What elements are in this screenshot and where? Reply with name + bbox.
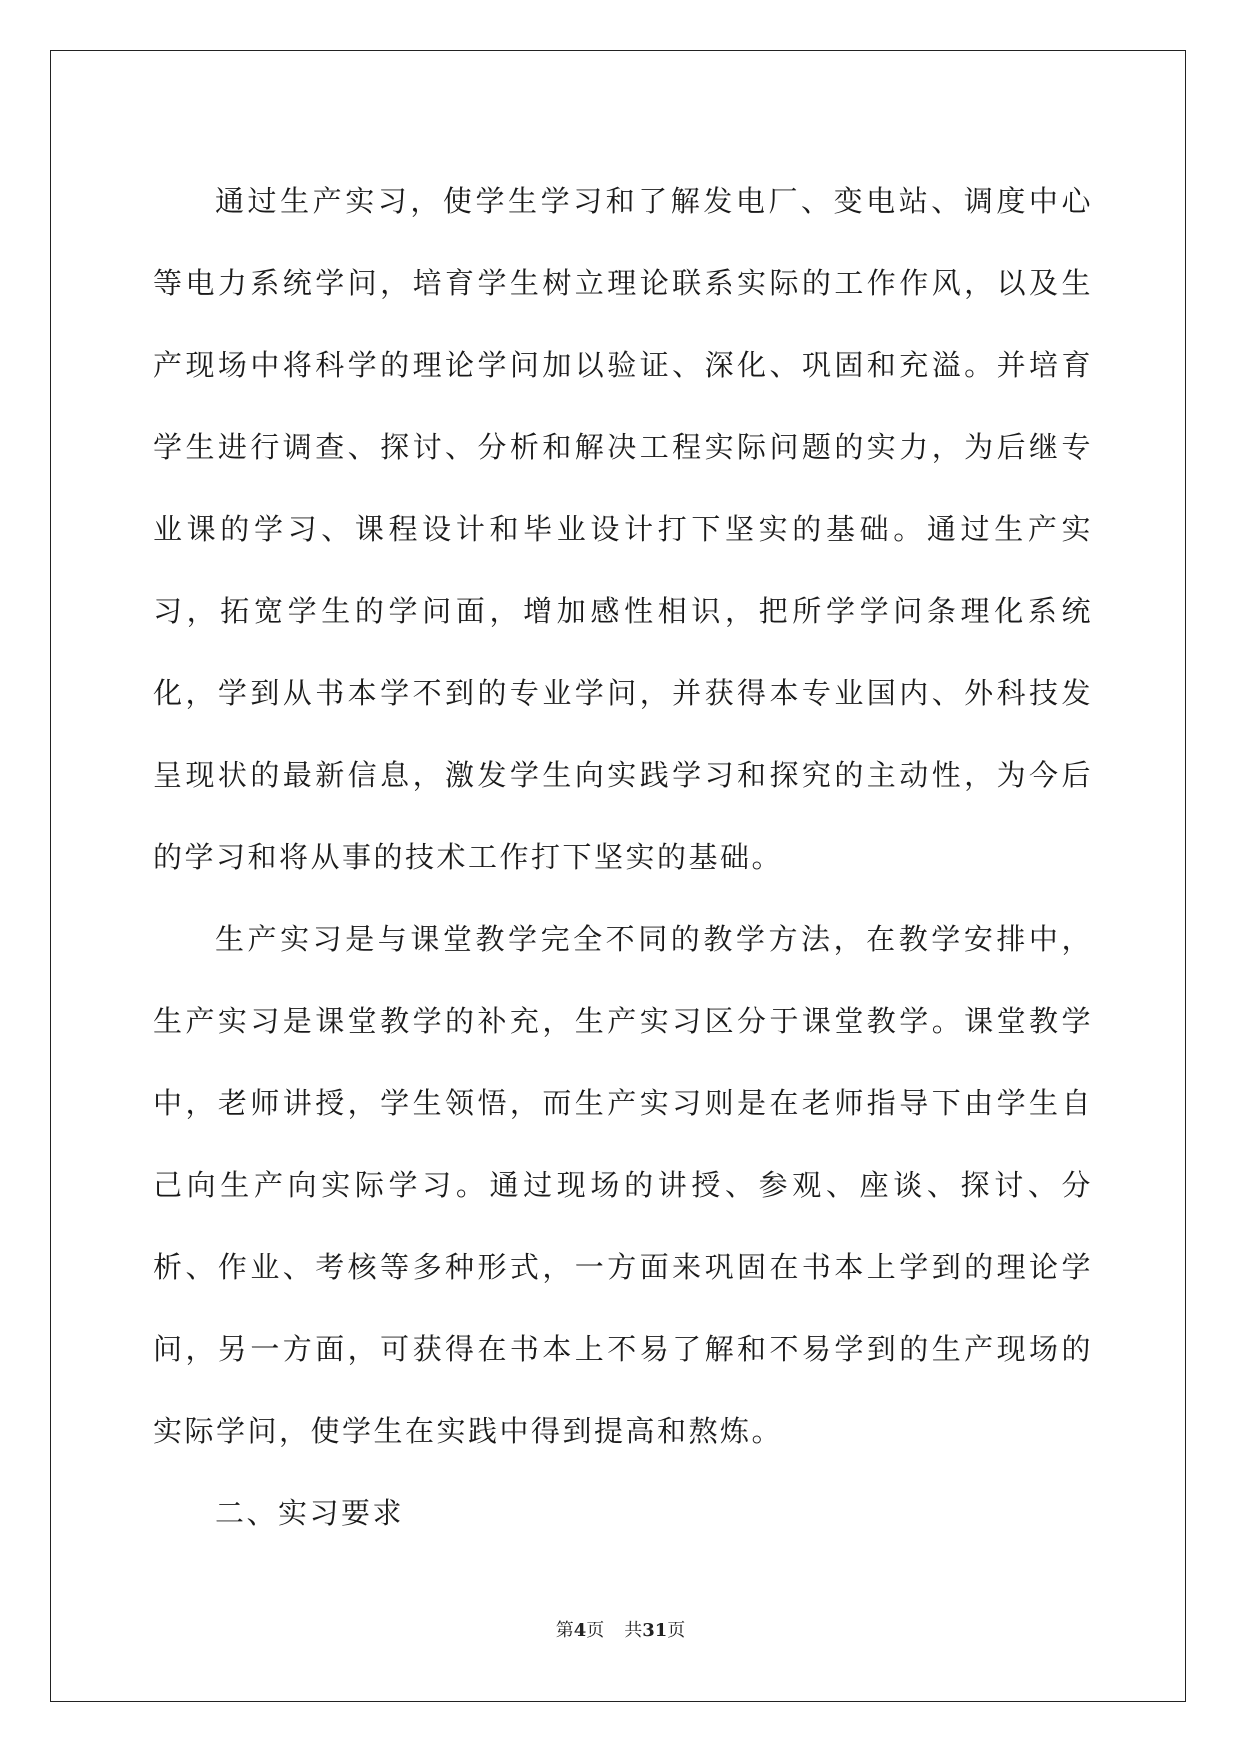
- document-body: [153, 160, 1093, 1554]
- footer-total-suffix: 页: [667, 1620, 686, 1641]
- current-page-number: 4: [573, 1620, 587, 1641]
- section-heading: 二、实习要求: [215, 1496, 405, 1530]
- footer-prefix: 第: [555, 1620, 574, 1641]
- page-footer: [0, 1616, 1241, 1642]
- footer-page-suffix: 页: [586, 1620, 605, 1641]
- total-pages-number: 31: [642, 1620, 668, 1641]
- paragraph-1: 通过生产实习，使学生学习和了解发电厂、变电站、调度中心等电力系统学问，培育学生树立理论联系实际的工作作风，以及生产现场中将科学的理论学问加以验证、深化、巩固和充溢。并培育学生进行调查、探讨、分析和解决工程实际问题的实力，为后继专业课的学习、课程设计和毕业设计打下坚实的基础。通过生产实习，拓宽学生的学问面，增加感性相识，把所学学问条理化系统化，学到从书本学不到的专业学问，并获得本专业国内、外科技发呈现状的最新信息，激发学生向实践学习和探究的主动性，为今后的学习和将从事的技术工作打下坚实的基础。: [153, 184, 1093, 874]
- paragraph-2: 生产实习是与课堂教学完全不同的教学方法，在教学安排中，生产实习是课堂教学的补充，生产实习区分于课堂教学。课堂教学中，老师讲授，学生领悟，而生产实习则是在老师指导下由学生自己向生产向实际学习。通过现场的讲授、参观、座谈、探讨、分析、作业、考核等多种形式，一方面来巩固在书本上学到的理论学问，另一方面，可获得在书本上不易了解和不易学到的生产现场的实际学问，使学生在实践中得到提高和熬炼。: [153, 922, 1093, 1448]
- footer-total-prefix: 共: [624, 1620, 643, 1641]
